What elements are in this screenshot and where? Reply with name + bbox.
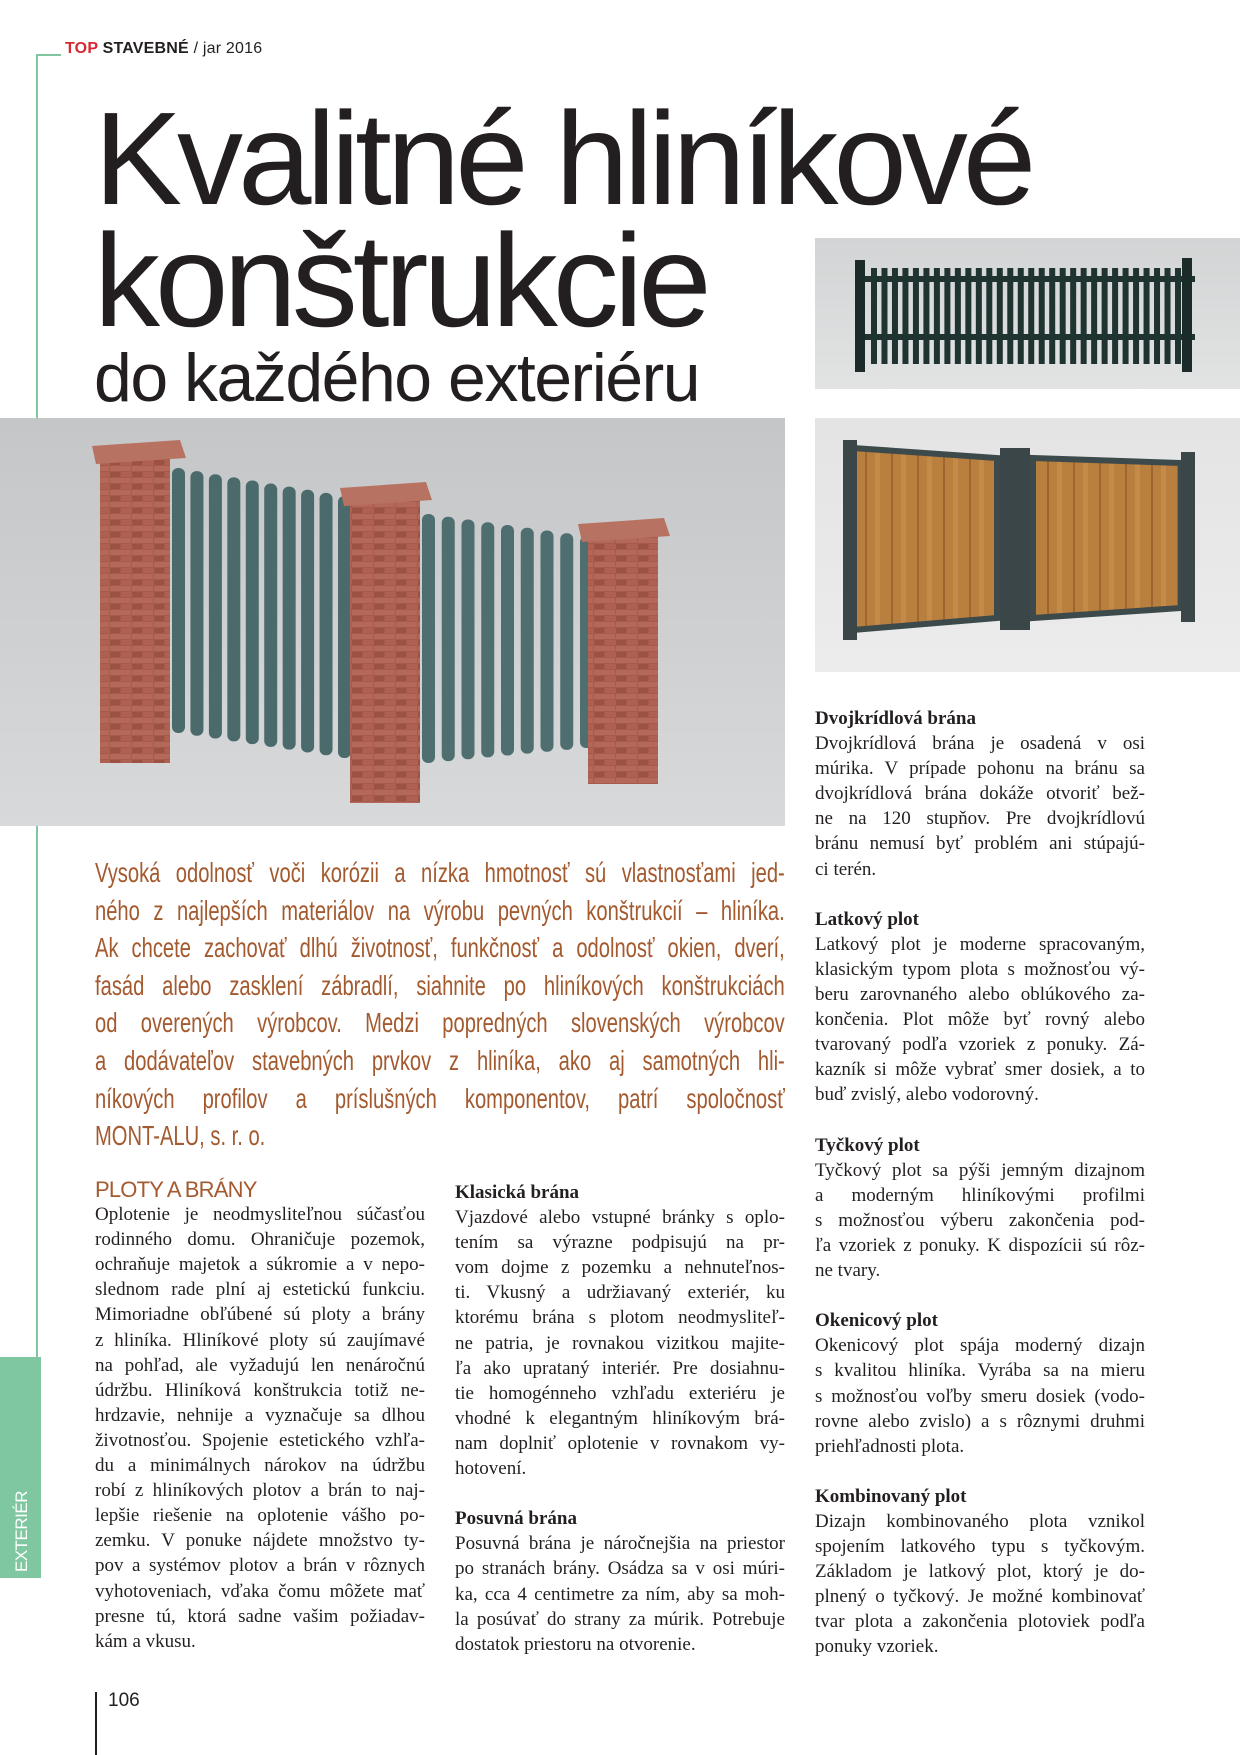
fence-slat xyxy=(283,487,296,750)
photo-slat-fence xyxy=(815,238,1240,389)
brand-top: TOP xyxy=(65,40,98,57)
text-line: od overených výrobcov. Medzi popredných slovenských výrobcov xyxy=(95,1007,785,1039)
fence-slat xyxy=(976,268,982,364)
fence-slat xyxy=(1123,268,1129,364)
section-heading: Tyčkový plot xyxy=(815,1134,920,1156)
fence-slat xyxy=(1070,268,1076,364)
fence-slat xyxy=(923,268,929,364)
intro-paragraph xyxy=(95,854,785,1155)
text-line: Oplotenie je neodmysliteľnou súčasťou xyxy=(95,1204,425,1226)
fence-slat xyxy=(1091,268,1097,364)
margin-rule-top xyxy=(36,54,38,418)
text-line: lepšie riešenie na oplotenie vášho po- xyxy=(95,1505,425,1527)
text-line: tvar plota a zakončenia plotoviek podľa xyxy=(815,1611,1145,1633)
magazine-header xyxy=(65,40,262,58)
text-line: tie homogénneho vzhľadu exteriéru je xyxy=(455,1382,785,1404)
text-line: s možnosťou voľby smeru dosiek (vodo- xyxy=(815,1385,1145,1407)
text-line: na pohľad, ale vyžadujú len nenáročnú xyxy=(95,1354,425,1376)
text-line: Ak chcete zachovať dlhú životnosť, funkčnosť a odolnosť okien, dverí, xyxy=(95,932,785,964)
text-line: zemku. V ponuke nájdete množstvo ty- xyxy=(95,1530,425,1552)
fence-slat xyxy=(955,268,961,364)
text-line: robí z hliníkových plotov a brán to naj- xyxy=(95,1480,425,1502)
text-line: priehľadnosti plota. xyxy=(815,1435,965,1457)
fence-slat xyxy=(338,496,351,758)
text-line: ti. Vkusný a udržiavaný exteriér, ku xyxy=(455,1282,785,1304)
fence-slat xyxy=(227,477,240,741)
fence-slat xyxy=(1165,268,1171,364)
text-line: plnený o tyčkový. Je možné kombinovať xyxy=(815,1586,1145,1608)
section-heading: Latkový plot xyxy=(815,908,919,930)
paragraph xyxy=(455,1531,785,1656)
fence-slat xyxy=(892,268,898,364)
text-line: ne na 120 stupňov. Pre dvojkrídlovú xyxy=(815,808,1145,830)
fence-slat xyxy=(997,268,1003,364)
section-heading: Okenicový plot xyxy=(815,1310,938,1332)
text-line: slednom rade plní aj estetickú funkciu. xyxy=(95,1279,425,1301)
fence-slat xyxy=(965,268,971,364)
subtitle: do každého exteriéru xyxy=(94,340,700,416)
text-line: a dodávateľov stavebných prvkov z hliníka, ako aj samotných hli- xyxy=(95,1044,785,1076)
text-line: ochraňuje majetok a súkromie a v nepo- xyxy=(95,1254,425,1276)
fence-slat xyxy=(264,484,277,747)
text-line: životnosťou. Spojenie estetického vzhľa- xyxy=(95,1429,425,1451)
fence-slat xyxy=(1133,268,1139,364)
column-1 xyxy=(95,1177,425,1654)
article-section xyxy=(455,1180,785,1481)
text-line: s možnosťou výberu zakončenia pod- xyxy=(815,1209,1145,1231)
text-line: Dizajn kombinovaného plota vznikol xyxy=(815,1511,1145,1532)
text-line: fasád alebo zasklení zábradlí, siahnite po hliníkových konštrukciách xyxy=(95,969,785,1001)
text-line: du a minimálnych nárokov na údržbu xyxy=(95,1455,425,1477)
text-line: ktorému brána s plotom neodmysliteľ- xyxy=(455,1307,785,1329)
fence-slat xyxy=(1007,268,1013,364)
text-line: hotovení. xyxy=(455,1458,527,1480)
text-line: Mimoriadne obľúbené sú ploty a brány xyxy=(95,1304,425,1326)
fence-slat xyxy=(541,531,554,752)
brick-pillar xyxy=(340,482,432,803)
text-line: vyhotoveniach, vďaka čomu môžete mať xyxy=(95,1580,425,1602)
fence-slat xyxy=(1144,268,1150,364)
header-rule xyxy=(36,54,61,56)
fence-slat xyxy=(209,474,222,738)
text-line: Vjazdové alebo vstupné bránky s oplo- xyxy=(455,1207,785,1229)
article-section xyxy=(815,907,1145,1108)
text-line: a moderným hliníkovými profilmi xyxy=(815,1184,1145,1206)
section-heading: PLOTY A BRÁNY xyxy=(95,1177,257,1202)
text-line: níkových profilov a príslušných komponentov, patrí spoločnosť xyxy=(95,1082,785,1114)
text-line: klasickým typom plota s možnosťou vý- xyxy=(815,958,1145,980)
paragraph xyxy=(815,932,1145,1108)
text-line: ného z najlepších materiálov na výrobu pevných konštrukcií – hliníka. xyxy=(95,894,785,926)
text-line: končenia. Plot môže byť rovný alebo xyxy=(815,1009,1145,1031)
paragraph xyxy=(455,1205,785,1481)
text-line: ne tvary. xyxy=(815,1260,881,1282)
section-tab xyxy=(0,1357,41,1578)
text-line: po stranách brány. Osádza sa v osi múri- xyxy=(455,1558,785,1580)
fence-slat xyxy=(1175,268,1181,364)
text-line: ľa ako uprataný interiér. Pre dosiahnu- xyxy=(455,1357,785,1379)
brand-name: STAVEBNÉ xyxy=(102,40,189,57)
fence-slat xyxy=(521,528,534,754)
paragraph xyxy=(815,1509,1145,1660)
main-photo-fence-with-gate xyxy=(0,418,785,826)
fence-slat xyxy=(913,268,919,364)
section-heading: Kombinovaný plot xyxy=(815,1485,967,1507)
fence-slat xyxy=(422,514,435,763)
text-line: Vysoká odolnosť voči korózii a nízka hmotnosť sú vlastnosťami jed- xyxy=(95,857,785,888)
fence-slat xyxy=(902,268,908,364)
paragraph xyxy=(815,731,1145,882)
title-line-1: Kvalitné hliníkové xyxy=(94,85,1032,232)
text-line: presne tú, ktorá sadne vašim požiadav- xyxy=(95,1605,425,1627)
text-line: kám a vkusu. xyxy=(95,1630,196,1652)
fence-slat xyxy=(172,468,185,733)
fence-slat xyxy=(1154,268,1160,364)
paragraph xyxy=(815,1333,1145,1458)
page-number-rule xyxy=(95,1692,97,1755)
fence-slat xyxy=(881,268,887,364)
fence-slat xyxy=(560,533,573,750)
text-line: spojením latkového typu s tyčkovým. xyxy=(815,1536,1145,1558)
text-line: Tyčkový plot sa pýši jemným dizajnom xyxy=(815,1159,1145,1181)
text-line: vom dojme z pozemku a nehnuteľnos- xyxy=(455,1257,785,1279)
fence-slat xyxy=(1102,268,1108,364)
paragraph xyxy=(95,1202,425,1654)
text-line: ne patria, je rovnakou vizitkou majite- xyxy=(455,1332,785,1354)
fence-slat xyxy=(246,480,259,744)
article-section xyxy=(455,1506,785,1657)
fence-slat xyxy=(986,268,992,364)
text-line: múrika. V prípade pohonu na bránu sa xyxy=(815,758,1145,780)
text-line: vhodné k elegantným hliníkovým brá- xyxy=(455,1407,785,1429)
text-line: buď zvislý, alebo vodorovný. xyxy=(815,1084,1039,1106)
fence-slat xyxy=(301,490,314,753)
brick-pillar xyxy=(578,518,670,784)
article-section xyxy=(815,706,1145,882)
text-line: kazník si môže vybrať smer dosiek, a to xyxy=(815,1059,1145,1081)
text-line: tením sa výrazne podpisujú na pr- xyxy=(455,1232,785,1254)
issue-label: / jar 2016 xyxy=(193,40,263,57)
fence-slat xyxy=(944,268,950,364)
text-line: s kvalitou hliníka. Vyrába sa na mieru xyxy=(815,1360,1145,1382)
text-line: nam doplniť oplotenie v rovnakom vy- xyxy=(455,1432,785,1454)
column-3 xyxy=(815,706,1145,1685)
text-line: dvojkrídlová brána dokáže otvoriť bež- xyxy=(815,783,1145,805)
fence-slat xyxy=(1049,268,1055,364)
section-tab-label: EXTERIÉR xyxy=(12,1490,31,1572)
article-section xyxy=(815,1484,1145,1660)
text-line: Dvojkrídlová brána je osadená v osi xyxy=(815,733,1145,755)
text-line: tvarovaný podľa vzoriek z ponuky. Zá- xyxy=(815,1034,1145,1056)
text-line: rovne alebo zvislo) a s rôznymi druhmi xyxy=(815,1410,1145,1432)
text-line: Posuvná brána je náročnejšia na priestor xyxy=(455,1533,785,1555)
text-line: rodinného domu. Ohraničuje pozemok, xyxy=(95,1229,425,1251)
paragraph xyxy=(815,1158,1145,1283)
text-line: ka, cca 4 centimetre za ním, aby sa moh- xyxy=(455,1583,785,1605)
text-line: pov a systémov plotov a brán v rôznych xyxy=(95,1555,425,1577)
text-line: dostatok priestoru na otvorenie. xyxy=(455,1633,696,1655)
fence-slat xyxy=(1018,268,1024,364)
fence-slat xyxy=(481,522,494,757)
text-line: MONT-ALU, s. r. o. xyxy=(95,1120,266,1152)
section-heading: Posuvná brána xyxy=(455,1508,577,1530)
fence-slat xyxy=(190,471,203,736)
text-line: Okenicový plot spája moderný dizajn xyxy=(815,1335,1145,1357)
text-line: údržbu. Hliníková konštrukcia totiž ne- xyxy=(95,1379,425,1401)
text-line: beru zarovnaného alebo oblúkového za- xyxy=(815,984,1145,1006)
text-line: z hliníka. Hliníkové ploty sú zaujímavé xyxy=(95,1329,425,1351)
fence-slat xyxy=(1112,268,1118,364)
column-2 xyxy=(455,1180,785,1682)
title-line-2: konštrukcie xyxy=(94,207,707,354)
page-number: 106 xyxy=(108,1690,140,1711)
article-section xyxy=(815,1308,1145,1459)
fence-slat xyxy=(871,268,877,364)
fence-slat xyxy=(320,493,333,755)
fence-slat xyxy=(934,268,940,364)
margin-rule-bottom xyxy=(36,826,38,1357)
text-line: la posúvať do strany za múrik. Potrebuje xyxy=(455,1608,785,1630)
fence-slat xyxy=(1028,268,1034,364)
text-line: hrdzavie, nehnije a vyznačuje sa dlhou xyxy=(95,1404,425,1426)
text-line: ponuky vzoriek. xyxy=(815,1636,939,1658)
fence-slat xyxy=(442,517,455,761)
text-line: Latkový plot je moderne spracovaným, xyxy=(815,933,1145,955)
text-line: ľa vzoriek z ponuky. K dispozícii sú rôz- xyxy=(815,1234,1145,1256)
fence-slat xyxy=(1060,268,1066,364)
fence-slat xyxy=(1039,268,1045,364)
section-heading: Dvojkrídlová brána xyxy=(815,708,976,729)
text-line: ci terén. xyxy=(815,858,877,880)
text-line: Základom je latkový plot, ktorý je do- xyxy=(815,1561,1145,1583)
article-section xyxy=(815,1133,1145,1284)
fence-slat xyxy=(501,525,514,756)
photo-double-gate xyxy=(815,418,1240,672)
text-line: bránu nemusí byť problém ani stúpajú- xyxy=(815,833,1145,855)
section-heading: Klasická brána xyxy=(455,1182,580,1203)
fence-slat xyxy=(1081,268,1087,364)
fence-slat xyxy=(462,520,475,760)
